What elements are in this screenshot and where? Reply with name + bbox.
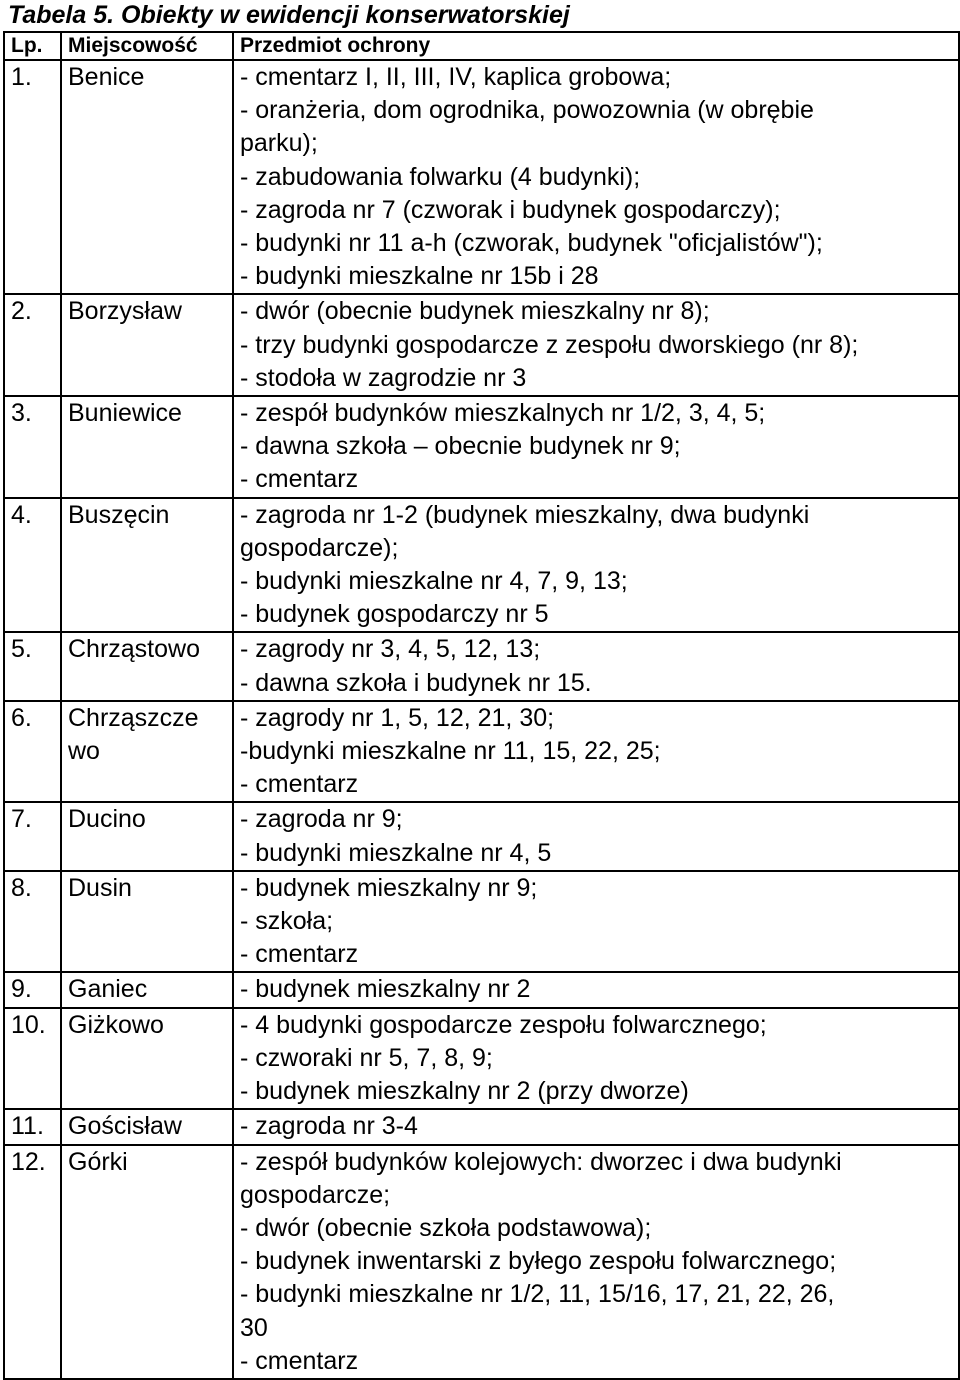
protected-object-line: - trzy budynki gospodarcze z zespołu dworskiego (nr 8); xyxy=(240,330,859,359)
protected-object-line: - cmentarz xyxy=(240,1346,359,1375)
cell-place: Buniewice xyxy=(61,396,233,498)
protected-object-line: gospodarcze); xyxy=(240,533,399,562)
protected-object-line: - dawna szkoła – obecnie budynek nr 9; xyxy=(240,432,681,461)
cell-place: Benice xyxy=(61,60,233,294)
table-caption: Tabela 5. Obiekty w ewidencji konserwatorskiej xyxy=(8,1,570,29)
cell-place: Ducino xyxy=(61,802,233,870)
header-place: Miejscowość xyxy=(61,32,233,60)
protected-object-line: - zabudowania folwarku (4 budynki); xyxy=(240,162,641,191)
cell-place: Chrząszcze wo xyxy=(61,701,233,803)
table-row xyxy=(4,802,959,870)
table-row xyxy=(4,498,959,633)
protected-object-line: - budynki mieszkalne nr 4, 5 xyxy=(240,838,552,867)
protected-object-line: - dwór (obecnie szkoła podstawowa); xyxy=(240,1213,652,1242)
protected-object-line: - szkoła; xyxy=(240,907,334,936)
cell-lp: 11. xyxy=(4,1109,61,1144)
protected-object-line: - cmentarz xyxy=(240,465,359,494)
protected-object-line: - zespół budynków kolejowych: dworzec i dwa budynki xyxy=(240,1147,842,1176)
protected-object-line: - stodoła w zagrodzie nr 3 xyxy=(240,363,527,392)
cell-place: Chrząstowo xyxy=(61,632,233,700)
protected-object-line: - budynek inwentarski z byłego zespołu folwarcznego; xyxy=(240,1247,837,1276)
protected-object-line: - zespół budynków mieszkalnych nr 1/2, 3, 4, 5; xyxy=(240,399,766,428)
protected-object-line: - oranżeria, dom ogrodnika, powozownia (w obrębie xyxy=(240,96,814,125)
protected-object-line: - budynki mieszkalne nr 1/2, 11, 15/16, 17, 21, 22, 26, xyxy=(240,1280,835,1309)
table-row xyxy=(4,396,959,498)
heritage-objects-table xyxy=(3,31,960,1380)
protected-object-line: parku); xyxy=(240,129,318,158)
cell-lp: 4. xyxy=(4,498,61,633)
cell-protected-objects xyxy=(233,871,959,973)
header-lp: Lp. xyxy=(4,32,61,60)
header-protected-object: Przedmiot ochrony xyxy=(233,32,959,60)
cell-protected-objects xyxy=(233,701,959,803)
cell-protected-objects xyxy=(233,1109,959,1144)
table-row xyxy=(4,632,959,700)
cell-place: Górki xyxy=(61,1145,233,1379)
protected-object-line: - cmentarz xyxy=(240,940,359,969)
protected-object-line: 30 xyxy=(240,1313,268,1342)
cell-place: Gościsław xyxy=(61,1109,233,1144)
protected-object-line: - budynek gospodarczy nr 5 xyxy=(240,600,549,629)
cell-lp: 12. xyxy=(4,1145,61,1379)
protected-object-line: - zagroda nr 1-2 (budynek mieszkalny, dwa budynki xyxy=(240,500,810,529)
cell-protected-objects xyxy=(233,498,959,633)
cell-lp: 6. xyxy=(4,701,61,803)
protected-object-line: - zagrody nr 3, 4, 5, 12, 13; xyxy=(240,635,541,664)
protected-object-line: - cmentarz I, II, III, IV, kaplica grobowa; xyxy=(240,63,672,91)
table-row xyxy=(4,1008,959,1110)
protected-object-line: - budynki nr 11 a-h (czworak, budynek "oficjalistów"); xyxy=(240,229,823,258)
cell-protected-objects xyxy=(233,972,959,1007)
cell-protected-objects xyxy=(233,632,959,700)
table-row xyxy=(4,60,959,294)
table-row xyxy=(4,294,959,396)
protected-object-line: gospodarcze; xyxy=(240,1180,391,1209)
table-row xyxy=(4,1145,959,1379)
protected-object-line: - zagroda nr 7 (czworak i budynek gospodarczy); xyxy=(240,195,781,224)
cell-protected-objects xyxy=(233,802,959,870)
cell-lp: 3. xyxy=(4,396,61,498)
table-row xyxy=(4,972,959,1007)
protected-object-line: - zagroda nr 9; xyxy=(240,805,403,834)
cell-place: Borzysław xyxy=(61,294,233,396)
cell-protected-objects xyxy=(233,1008,959,1110)
cell-protected-objects xyxy=(233,294,959,396)
protected-object-line: - cmentarz xyxy=(240,770,359,799)
cell-lp: 7. xyxy=(4,802,61,870)
cell-place: Ganiec xyxy=(61,972,233,1007)
cell-place: Dusin xyxy=(61,871,233,973)
protected-object-line: - zagrody nr 1, 5, 12, 21, 30; xyxy=(240,703,555,732)
protected-object-line: - budynek mieszkalny nr 2 xyxy=(240,975,531,1004)
cell-lp: 1. xyxy=(4,60,61,294)
protected-object-line: -budynki mieszkalne nr 11, 15, 22, 25; xyxy=(240,737,661,766)
table-row xyxy=(4,701,959,803)
protected-object-line: - zagroda nr 3-4 xyxy=(240,1112,418,1141)
protected-object-line: - dawna szkoła i budynek nr 15. xyxy=(240,668,592,697)
cell-protected-objects xyxy=(233,60,959,294)
cell-lp: 2. xyxy=(4,294,61,396)
cell-place: Giżkowo xyxy=(61,1008,233,1110)
protected-object-line: - budynek mieszkalny nr 9; xyxy=(240,873,538,902)
cell-protected-objects xyxy=(233,396,959,498)
table-header-row xyxy=(4,32,959,60)
cell-lp: 10. xyxy=(4,1008,61,1110)
table-row xyxy=(4,1109,959,1144)
cell-protected-objects xyxy=(233,1145,959,1379)
protected-object-line: - dwór (obecnie budynek mieszkalny nr 8); xyxy=(240,297,710,326)
protected-object-line: - budynki mieszkalne nr 15b i 28 xyxy=(240,262,599,291)
protected-object-line: - budynki mieszkalne nr 4, 7, 9, 13; xyxy=(240,567,628,596)
cell-place: Buszęcin xyxy=(61,498,233,633)
table-row xyxy=(4,871,959,973)
cell-lp: 8. xyxy=(4,871,61,973)
protected-object-line: - budynek mieszkalny nr 2 (przy dworze) xyxy=(240,1077,689,1106)
cell-lp: 5. xyxy=(4,632,61,700)
protected-object-line: - czworaki nr 5, 7, 8, 9; xyxy=(240,1043,493,1072)
cell-lp: 9. xyxy=(4,972,61,1007)
protected-object-line: - 4 budynki gospodarcze zespołu folwarcznego; xyxy=(240,1010,767,1039)
